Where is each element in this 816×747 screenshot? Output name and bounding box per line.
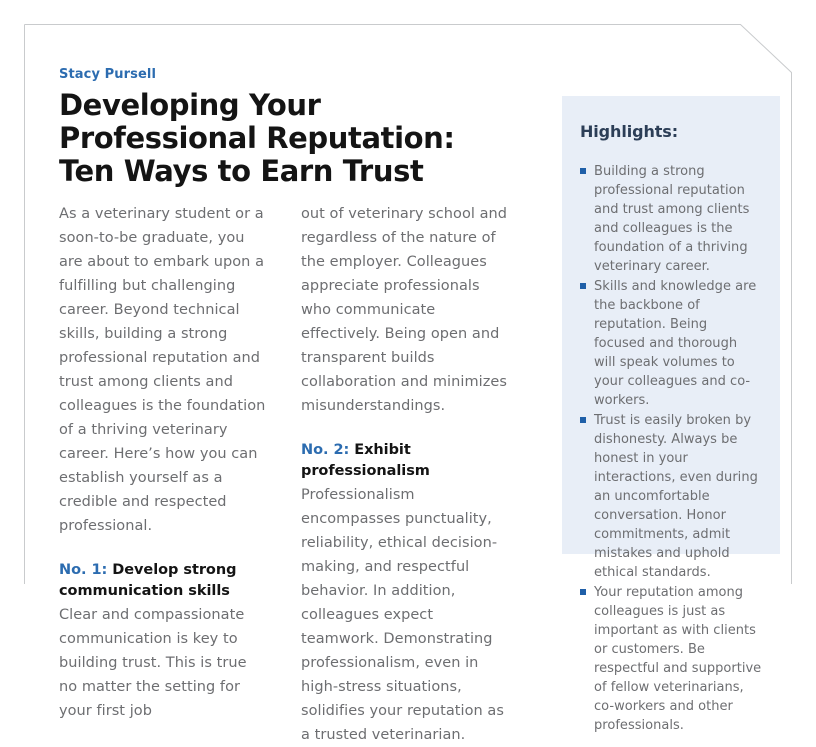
- page-title: [59, 89, 529, 188]
- section-number-no-1: No. 1:: [59, 562, 108, 578]
- paragraph-intro-continued: out of veterinary school and regardless of the nature of the employer. Colleagues appreciate professionals who communicate effectively. Being open and transparent builds collaboration and minimizes misunderstandings.: [301, 206, 508, 414]
- article-body-columns: [59, 202, 544, 747]
- list-item-text: Building a strong professional reputation and trust among clients and colleagues is the foundation of a thriving veterinary career.: [594, 164, 750, 274]
- section-title-no-2: Exhibit professionalism: [301, 442, 430, 479]
- list-item: [580, 162, 762, 276]
- headline-line-2: Professional Reputation:: [59, 121, 455, 155]
- list-item-text: Skills and knowledge are the backbone of reputation. Being focused and thorough will speak volumes to your colleagues and co-workers.: [594, 279, 757, 408]
- paragraph-intro: As a veterinary student or a soon-to-be graduate, you are about to embark upon a fulfilling but challenging career. Beyond technical skills, building a strong professional reputation and trust among clients and colleagues is the foundation of a thriving veterinary career. Here’s how you can establish yourself as a credible and respected professional.: [59, 206, 266, 534]
- list-item: [580, 411, 762, 582]
- list-item-text: Trust is easily broken by dishonesty. Always be honest in your interactions, even during an uncomfortable conversation. Honor commitments, admit mistakes and uphold ethical standards.: [594, 413, 758, 580]
- body-column-2: [301, 202, 511, 747]
- list-item: [580, 277, 762, 410]
- highlights-title: Highlights:: [580, 122, 679, 141]
- highlights-list: [580, 162, 762, 735]
- paragraph-no-2: Professionalism encompasses punctuality, reliability, ethical decision-making, and respectful behavior. In addition, colleagues expect teamwork. Demonstrating professionalism, even in high-stress situations, solidifies your reputation as a trusted veterinarian.: [301, 487, 504, 743]
- article-byline: Stacy Pursell: [59, 67, 157, 82]
- headline-line-3: Ten Ways to Earn Trust: [59, 154, 424, 188]
- section-heading-no-2: [301, 440, 511, 482]
- article-header: [59, 67, 529, 188]
- list-item-text: Your reputation among colleagues is just as important as with clients or customers. Be respectful and supportive of fellow veterinarians, co-workers and other professionals.: [594, 585, 762, 733]
- page-sheet: [24, 24, 792, 743]
- section-title-no-1: Develop strong communication skills: [59, 562, 237, 599]
- square-bullet-icon: [580, 417, 586, 423]
- body-column-1: [59, 202, 269, 747]
- square-bullet-icon: [580, 589, 586, 595]
- section-heading-no-1: [59, 560, 269, 602]
- paragraph-no-1: Clear and compassionate communication is key to building trust. This is true no matter the setting for your first job: [59, 607, 247, 719]
- square-bullet-icon: [580, 283, 586, 289]
- list-item: [580, 583, 762, 735]
- highlights-panel: [562, 96, 780, 733]
- section-number-no-2: No. 2:: [301, 442, 350, 458]
- square-bullet-icon: [580, 168, 586, 174]
- headline-line-1: Developing Your: [59, 88, 321, 122]
